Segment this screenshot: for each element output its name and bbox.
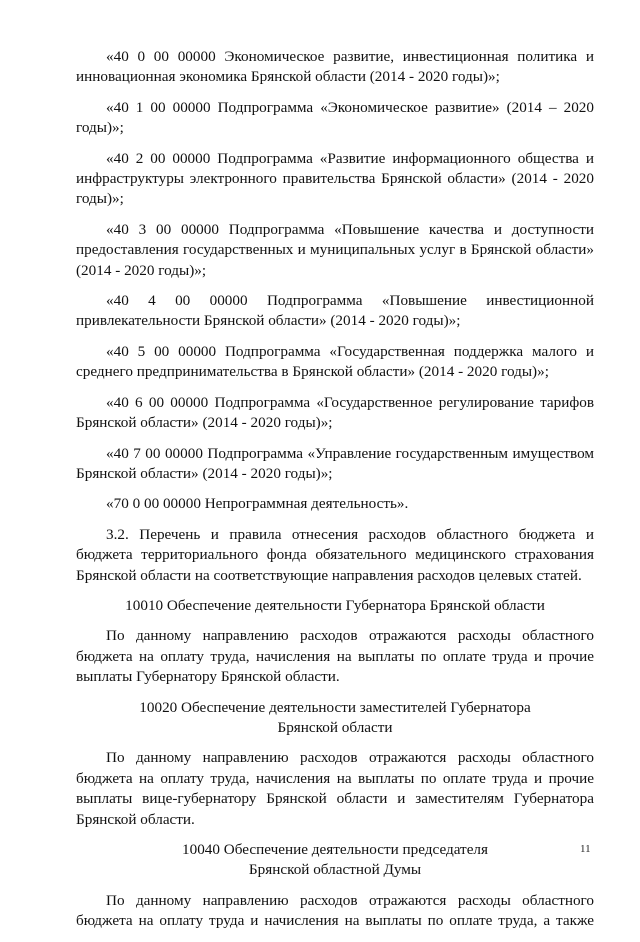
- section-heading-10040-line2: Брянской областной Думы: [248, 861, 422, 879]
- paragraph-40-6: «40 6 00 00000 Подпрограмма «Государственное регулирование тарифов Брянской области» (2014 - 2020 годы)»;: [76, 393, 594, 432]
- section-heading-10010: [76, 596, 594, 616]
- section-heading-10040-line1: 10040 Обеспечение деятельности председателя: [182, 841, 488, 858]
- paragraph-40-5: «40 5 00 00000 Подпрограмма «Государственная поддержка малого и среднего предпринимательства в Брянской области» (2014 - 2020 годы)»;: [76, 342, 594, 381]
- section-heading-10040: [76, 840, 594, 881]
- document-page: [76, 47, 594, 942]
- paragraph-40-1: «40 1 00 00000 Подпрограмма «Экономическое развитие» (2014 – 2020 годы)»;: [76, 98, 594, 137]
- paragraph-40-4: «40 4 00 00000 Подпрограмма «Повышение инвестиционной привлекательности Брянской области» (2014 - 2020 годы)»;: [76, 292, 594, 330]
- paragraph-40-3: «40 3 00 00000 Подпрограмма «Повышение качества и доступности предоставления государственных и муниципальных услуг в Брянской области» (2014 - 2020 годы)»;: [76, 220, 594, 279]
- section-text-10010: По данному направлению расходов отражаются расходы областного бюджета на оплату труда, начисления на выплаты по оплате труда и прочие выплаты Губернатору Брянской области.: [76, 627, 594, 686]
- paragraph-70-0: «70 0 00 00000 Непрограммная деятельность».: [106, 495, 409, 513]
- section-heading-10020-line1: 10020 Обеспечение деятельности заместителей Губернатора: [139, 698, 531, 716]
- section-heading-10010-text: 10010 Обеспечение деятельности Губернатора Брянской области: [125, 596, 545, 614]
- section-text-10040: По данному направлению расходов отражаются расходы областного бюджета на оплату труда и начисления на выплаты по оплате труда, а также: [76, 891, 594, 930]
- section-text-10020: По данному направлению расходов отражаются расходы областного бюджета на оплату труда, начисления на выплаты по оплате труда и прочие выплаты вице-губернатору Брянской области и заместителям Губернатора Брянской области.: [76, 749, 594, 828]
- page-number: 11: [580, 843, 591, 855]
- section-heading-10020-line2: Брянской области: [277, 718, 393, 736]
- paragraph-3-2: 3.2. Перечень и правила отнесения расходов областного бюджета и бюджета территориального фонда обязательного медицинского страхования Брянской области на соответствующие направления расходов целевых статей.: [76, 525, 594, 584]
- paragraph-40-2: «40 2 00 00000 Подпрограмма «Развитие информационного общества и инфраструктуры электронного правительства Брянской области» (2014 - 2020 годы)»;: [76, 149, 594, 208]
- section-heading-10020: [76, 698, 594, 739]
- paragraph-40-7: «40 7 00 00000 Подпрограмма «Управление государственным имуществом Брянской области» (2014 - 2020 годы)»;: [76, 444, 594, 482]
- paragraph-40-0: «40 0 00 00000 Экономическое развитие, инвестиционная политика и инновационная экономика Брянской области (2014 - 2020 годы)»;: [76, 48, 594, 86]
